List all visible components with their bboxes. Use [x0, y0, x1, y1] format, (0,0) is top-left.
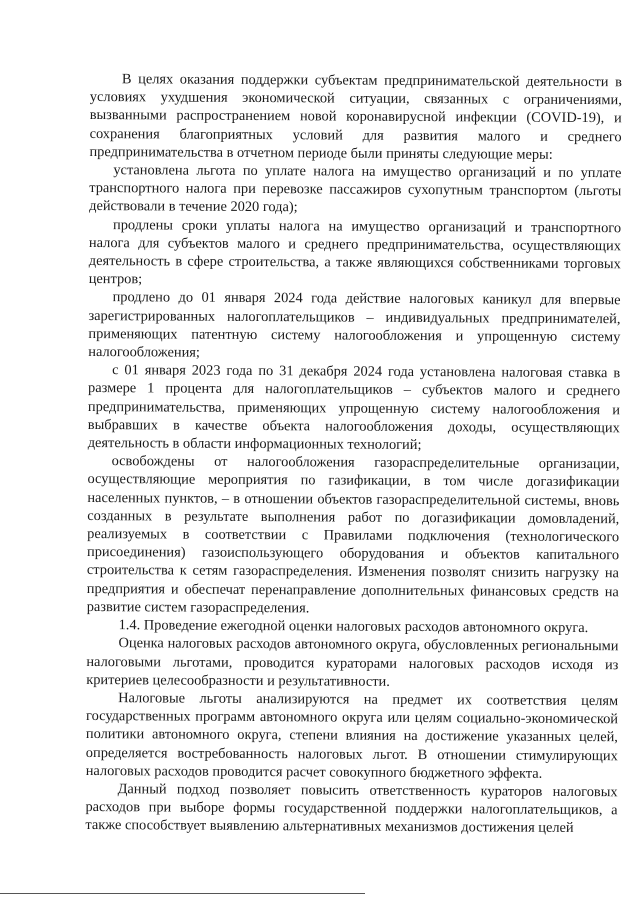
intro-paragraph: В целях оказания поддержки субъектам предпринимательской деятельности в условиях ухудшения экономической ситуации, связанных с ограничениями, вызванными распространением новой коронавирусной инфекции (COVID-19), и сохранения благоприятных условий для развития малого и среднего предпринимательства в отчетном периоде были приняты следующие меры: — [89, 71, 622, 163]
measure-payment-deadline-extension: продлены сроки уплаты налога на имущество организаций и транспортного налога для субъектов малого и среднего предпринимательства, осуществляющих деятельность в сфере строительства, а также являющихся собственниками торговых центров; — [88, 216, 622, 288]
measure-it-tax-rate: с 01 января 2023 года по 31 декабря 2024 года установлена налоговая ставка в размере 1 процента для налогоплательщиков – субъектов малого и среднего предпринимательства, применяющих упрощенную систему налогообложения и выбравших в качестве объекта налогообложения доходы, осуществляющих деятельность в области информационных технологий; — [87, 362, 621, 454]
measure-property-tax-relief: установлена льгота по уплате налога на имущество организаций и по уплате транспортного налога при перевозке пассажиров сухопутным транспортом (льготы действовали в течение 2020 года); — [89, 162, 622, 216]
footer-divider — [0, 893, 365, 894]
measure-gas-distribution-exemption: освобождены от налогообложения газораспределительные организации, осуществляющие мероприятия по газификации, в том числе догазификации населенных пунктов, – в отношении объектов газораспределительной системы, вновь созданных в результате выполнения работ по догазификации домовладений, реализуемых в соответствии с Правилами подключения (технологического присоединения) газоиспользующего оборудования и объектов капитального строительства к сетям газораспределения. Изменения позволят снизить нагрузку на предприятия и обеспечат перенаправление дополнительных финансовых средств на развитие систем газораспределения. — [86, 453, 620, 617]
section-heading-1-4: 1.4. Проведение ежегодной оценки налоговых расходов автономного округа. — [118, 617, 589, 637]
approach-paragraph: Данный подход позволяет повысить ответственность кураторов налоговых расходов при выборе формы государственной поддержки налогоплательщиков, а также способствует выявлению альтернативных механизмов достижения целей — [85, 781, 618, 837]
analysis-paragraph: Налоговые льготы анализируются на предмет их соответствия целям государственных программ автономного округа или целям социально-экономической политики автономного округа, степени влияния на достижение указанных целей, определяется востребованность налоговых льгот. В отношении стимулирующих налоговых расходов проводится расчет совокупного бюджетного эффекта. — [85, 690, 619, 782]
document-body — [85, 70, 622, 838]
assessment-paragraph: Оценка налоговых расходов автономного округа, обусловленных региональными налоговыми льготами, проводится кураторами налоговых расходов исходя из критериев целесообразности и результативности. — [86, 635, 619, 690]
measure-tax-holidays: продлено до 01 января 2024 года действие налоговых каникул для впервые зарегистрированных налогоплательщиков – индивидуальных предпринимателей, применяющих патентную систему налогообложения и упрощенную систему налогообложения; — [88, 289, 621, 361]
